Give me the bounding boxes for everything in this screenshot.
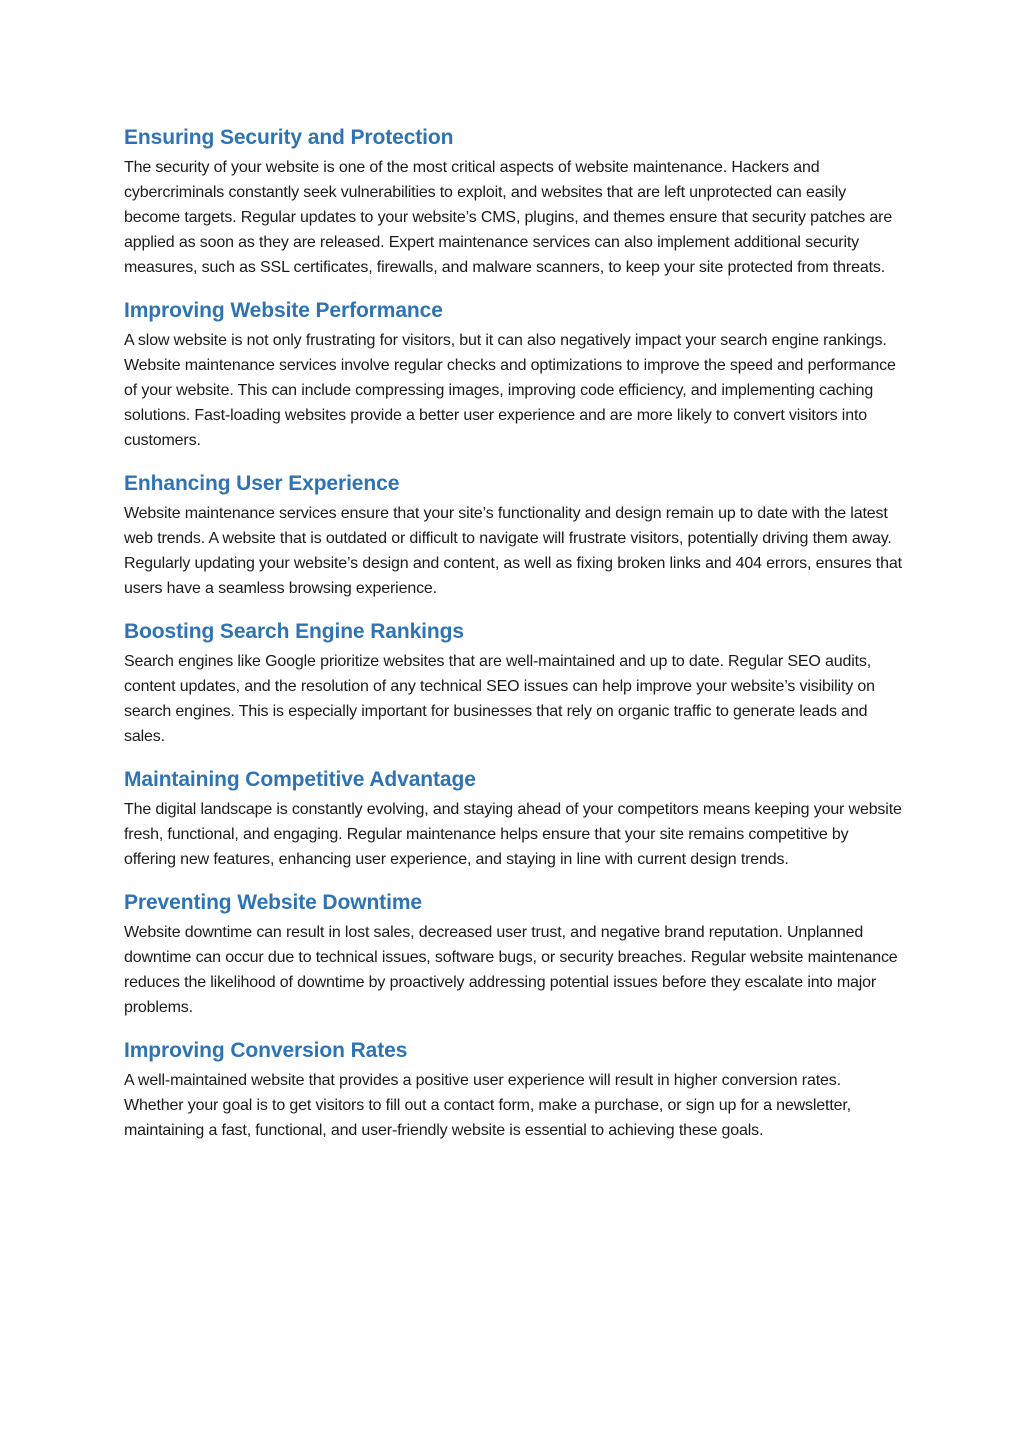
section-heading: Boosting Search Engine Rankings bbox=[124, 620, 464, 643]
section-heading: Preventing Website Downtime bbox=[124, 891, 422, 914]
section-heading: Enhancing User Experience bbox=[124, 472, 400, 495]
section-body: A slow website is not only frustrating for visitors, but it can also negatively impact your search engine rankings. Website maintenance services involve regular checks and optimizations to improve the speed and performance of your website. This can include compressing images, improving code efficiency, and implementing caching solutions. Fast-loading websites provide a better user experience and are more likely to convert visitors into customers. bbox=[124, 332, 896, 449]
section-conversion-rates bbox=[124, 1037, 904, 1143]
section-user-experience bbox=[124, 470, 904, 601]
section-heading: Improving Website Performance bbox=[124, 299, 443, 322]
section-performance bbox=[124, 297, 904, 453]
section-heading: Ensuring Security and Protection bbox=[124, 126, 454, 149]
section-competitive-advantage bbox=[124, 766, 904, 872]
section-heading: Maintaining Competitive Advantage bbox=[124, 768, 476, 791]
section-body: Website maintenance services ensure that your site’s functionality and design remain up to date with the latest web trends. A website that is outdated or difficult to navigate will frustrate visitors, potentially driving them away. Regularly updating your website’s design and content, as well as fixing broken links and 404 errors, ensures that users have a seamless browsing experience. bbox=[124, 505, 902, 597]
section-heading: Improving Conversion Rates bbox=[124, 1039, 408, 1062]
section-body: A well-maintained website that provides a positive user experience will result in higher conversion rates. Whether your goal is to get visitors to fill out a contact form, make a purchase, or sign up for a newsletter, maintaining a fast, functional, and user-friendly website is essential to achieving these goals. bbox=[124, 1072, 851, 1139]
document-page bbox=[124, 124, 904, 1160]
section-body: Search engines like Google prioritize websites that are well-maintained and up to date. Regular SEO audits, content updates, and the resolution of any technical SEO issues can help improve your website’s visibility on search engines. This is especially important for businesses that rely on organic traffic to generate leads and sales. bbox=[124, 653, 875, 745]
section-body: The digital landscape is constantly evolving, and staying ahead of your competitors means keeping your website fresh, functional, and engaging. Regular maintenance helps ensure that your site remains competitive by offering new features, enhancing user experience, and staying in line with current design trends. bbox=[124, 801, 902, 868]
section-security bbox=[124, 124, 904, 280]
section-seo-rankings bbox=[124, 618, 904, 749]
section-downtime bbox=[124, 889, 904, 1020]
section-body: Website downtime can result in lost sales, decreased user trust, and negative brand reputation. Unplanned downtime can occur due to technical issues, software bugs, or security breaches. Regular website maintenance reduces the likelihood of downtime by proactively addressing potential issues before they escalate into major problems. bbox=[124, 924, 898, 1016]
section-body: The security of your website is one of the most critical aspects of website maintenance. Hackers and cybercriminals constantly seek vulnerabilities to exploit, and websites that are left unprotected can easily become targets. Regular updates to your website’s CMS, plugins, and themes ensure that security patches are applied as soon as they are released. Expert maintenance services can also implement additional security measures, such as SSL certificates, firewalls, and malware scanners, to keep your site protected from threats. bbox=[124, 159, 893, 276]
